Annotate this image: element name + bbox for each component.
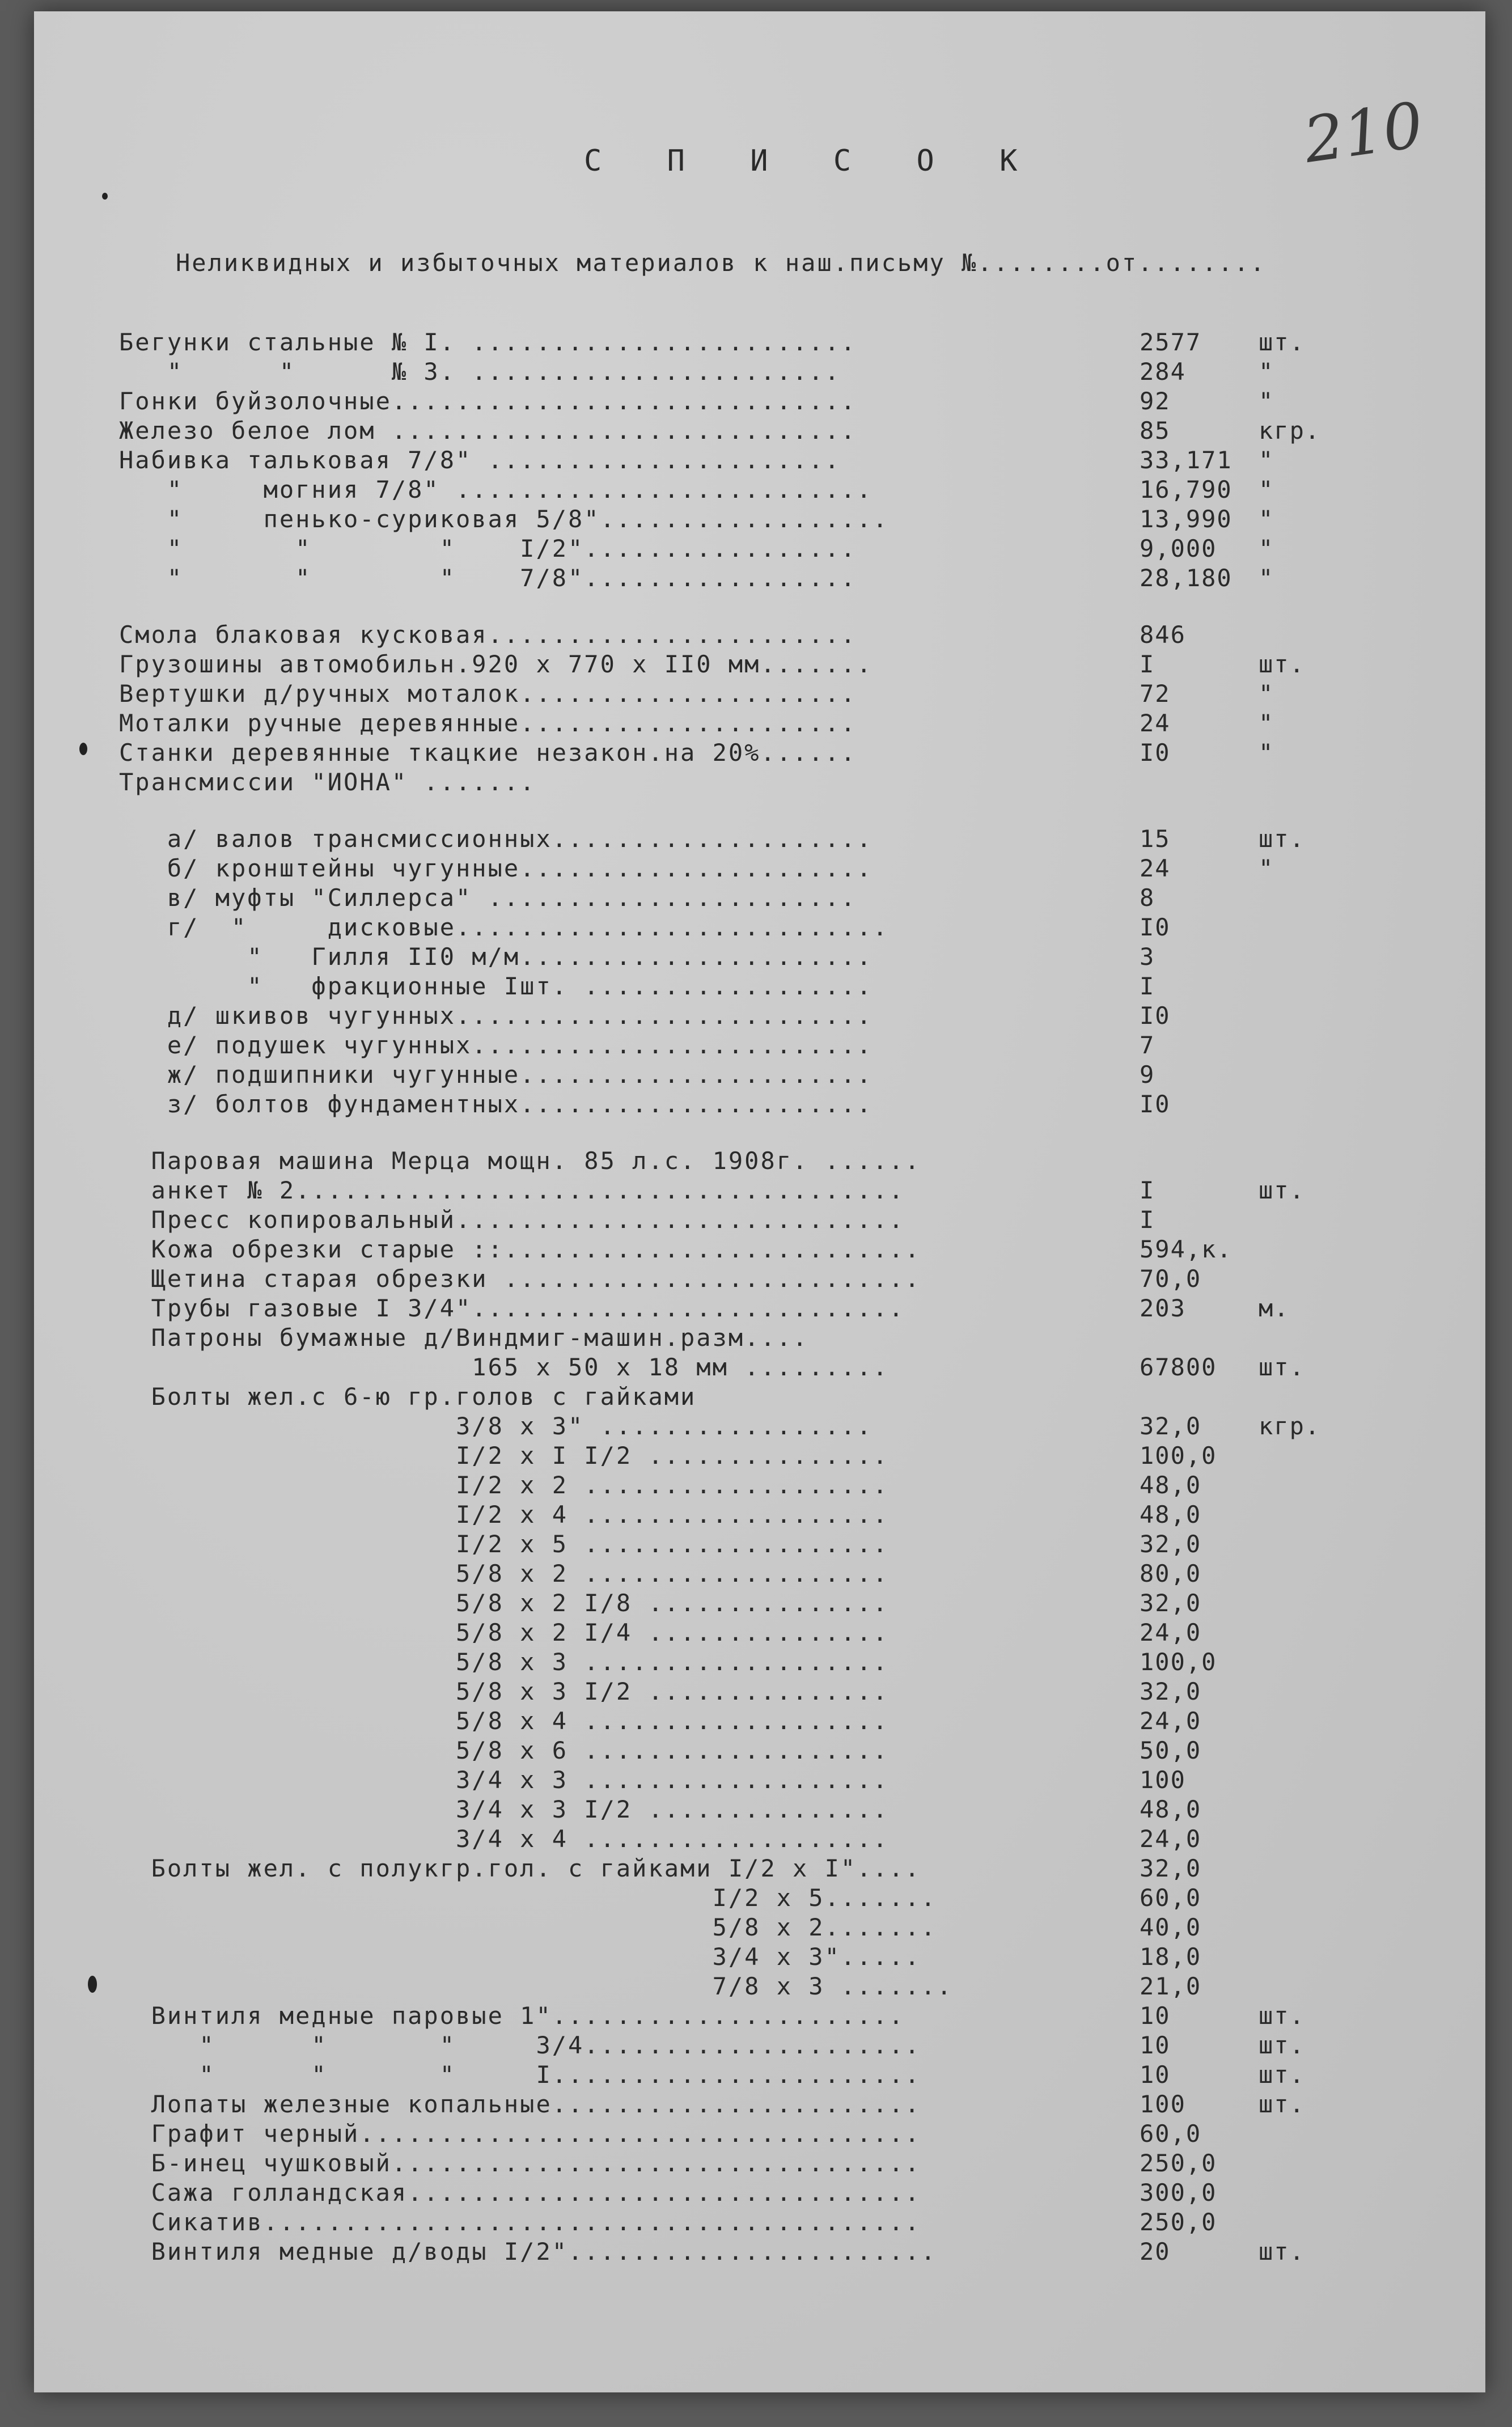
item-quantity: 48,0 [1140,1471,1202,1499]
item-description: 5/8 х 3 ................... [119,1648,889,1676]
item-quantity: I [1140,1176,1155,1204]
item-quantity: 9 [1140,1061,1155,1088]
item-description: 5/8 х 3 I/2 ............... [119,1678,889,1705]
item-quantity: 60,0 [1140,1884,1202,1912]
item-quantity: I0 [1140,1002,1171,1030]
item-description: г/ " дисковые........................... [119,913,889,941]
item-unit: шт. [1259,2090,1305,2118]
item-description: " могния 7/8" .......................... [119,476,873,503]
item-description: в/ муфты "Силлерса" ....................... [119,884,857,912]
item-unit: " [1259,387,1274,415]
item-quantity: 594,к. [1140,1235,1233,1263]
item-description: 5/8 х 2 I/8 ............... [119,1589,889,1617]
item-description: " " " I/2"................. [119,535,857,562]
item-quantity: 32,0 [1140,1678,1202,1705]
item-quantity: I [1140,650,1155,678]
item-description: Железо белое лом ............................. [119,417,857,444]
document-title: С П И С О К [584,144,1041,178]
item-quantity: 67800 [1140,1353,1217,1381]
item-description: 7/8 х 3 ....... [119,1972,953,2000]
document-subtitle: Неликвидных и избыточных материалов к наш.письму №........от........ [176,249,1267,277]
item-unit: " [1259,358,1274,386]
item-description: Трансмиссии "ИОНА" ....... [119,768,536,796]
item-quantity: 48,0 [1140,1501,1202,1528]
item-description: Гонки буйзолочные............................. [119,387,857,415]
item-quantity: 10 [1140,2002,1171,2030]
item-description: Щетина старая обрезки .......................... [119,1265,921,1293]
item-quantity: 80,0 [1140,1560,1202,1587]
item-unit: шт. [1259,2061,1305,2089]
item-unit: шт. [1259,2002,1305,2030]
item-description: 3/4 х 4 ................... [119,1825,889,1853]
document-sheet [34,11,1485,2392]
item-quantity: 100,0 [1140,1442,1217,1469]
item-description: I/2 х 5 ................... [119,1530,889,1558]
item-description: 5/8 х 2....... [119,1913,937,1941]
item-quantity: 33,171 [1140,446,1233,474]
ink-mark [88,1976,97,1993]
item-quantity: 20 [1140,2238,1171,2265]
item-description: Бегунки стальные № I. ........................ [119,328,857,356]
item-unit: " [1259,564,1274,592]
item-description: " " № 3. ....................... [119,358,841,386]
item-unit: м. [1259,1294,1290,1322]
item-description: Кожа обрезки старые ::.......................... [119,1235,921,1263]
item-quantity: 13,990 [1140,505,1233,533]
item-description: д/ шкивов чугунных.......................... [119,1002,873,1030]
item-description: Трубы газовые I 3/4"........................... [119,1294,905,1322]
item-description: анкет № 2...................................... [119,1176,905,1204]
item-description: Б-инец чушковый................................. [119,2149,921,2177]
item-quantity: 846 [1140,621,1186,649]
item-quantity: 284 [1140,358,1186,386]
item-description: " фракционные Iшт. .................. [119,972,873,1000]
item-description: Сикатив......................................... [119,2208,921,2236]
item-description: Лопаты железные копальные....................... [119,2090,921,2118]
item-description: 3/4 х 3"..... [119,1943,921,1971]
item-description: I/2 х 4 ................... [119,1501,889,1528]
item-description: I/2 х 2 ................... [119,1471,889,1499]
item-quantity: 24,0 [1140,1707,1202,1735]
item-unit: кгр. [1259,1412,1321,1440]
item-unit: " [1259,476,1274,503]
item-description: " пенько-суриковая 5/8".................. [119,505,889,533]
item-quantity: 15 [1140,825,1171,853]
item-quantity: 16,790 [1140,476,1233,503]
item-description: е/ подушек чугунных......................... [119,1031,873,1059]
item-quantity: I0 [1140,1090,1171,1118]
item-description: I/2 х 5....... [119,1884,937,1912]
item-quantity: 24,0 [1140,1825,1202,1853]
item-quantity: 40,0 [1140,1913,1202,1941]
item-quantity: 28,180 [1140,564,1233,592]
item-description: Винтиля медные паровые 1"...................... [119,2002,905,2030]
item-description: ж/ подшипники чугунные...................... [119,1061,873,1088]
item-quantity: 10 [1140,2061,1171,2089]
item-description: Сажа голландская................................ [119,2179,921,2206]
item-unit: шт. [1259,825,1305,853]
item-description: Смола блаковая кусковая....................... [119,621,857,649]
item-description: Патроны бумажные д/Виндмиг-машин.разм.... [119,1324,809,1352]
item-quantity: 85 [1140,417,1171,444]
item-description: Моталки ручные деревянные..................... [119,709,857,737]
item-unit: шт. [1259,2031,1305,2059]
item-unit: " [1259,446,1274,474]
item-description: I/2 х I I/2 ............... [119,1442,889,1469]
item-quantity: 100,0 [1140,1648,1217,1676]
item-quantity: I0 [1140,739,1171,766]
item-quantity: 72 [1140,680,1171,708]
item-quantity: 60,0 [1140,2120,1202,2148]
item-quantity: 100 [1140,2090,1186,2118]
item-description: Болты жел. с полукгр.гол. с гайками I/2 х I".... [119,1854,921,1882]
item-quantity: 32,0 [1140,1530,1202,1558]
item-description: Болты жел.с 6-ю гр.голов с гайками [119,1383,697,1411]
ink-mark [102,193,108,200]
item-description: 3/8 х 3" ................. [119,1412,873,1440]
item-quantity: 203 [1140,1294,1186,1322]
item-quantity: 7 [1140,1031,1155,1059]
item-description: Винтиля медные д/воды I/2"....................... [119,2238,937,2265]
item-quantity: 3 [1140,943,1155,971]
item-description: 3/4 х 3 ................... [119,1766,889,1794]
item-quantity: 21,0 [1140,1972,1202,2000]
item-quantity: 32,0 [1140,1854,1202,1882]
item-description: 5/8 х 2 I/4 ............... [119,1619,889,1646]
item-unit: шт. [1259,1353,1305,1381]
item-description: Набивка тальковая 7/8" ...................... [119,446,841,474]
item-quantity: 250,0 [1140,2208,1217,2236]
item-quantity: 18,0 [1140,1943,1202,1971]
item-description: Грузошины автомобильн.920 х 770 х II0 мм....... [119,650,873,678]
item-quantity: I [1140,1206,1155,1234]
item-quantity: 70,0 [1140,1265,1202,1293]
item-quantity: 24 [1140,709,1171,737]
item-description: Станки деревянные ткацкие незакон.на 20%...... [119,739,857,766]
item-description: 165 х 50 х 18 мм ......... [119,1353,889,1381]
item-quantity: 300,0 [1140,2179,1217,2206]
item-unit: шт. [1259,2238,1305,2265]
item-description: 5/8 х 4 ................... [119,1707,889,1735]
item-quantity: 50,0 [1140,1736,1202,1764]
item-quantity: 10 [1140,2031,1171,2059]
item-quantity: 48,0 [1140,1795,1202,1823]
item-description: " " " 3/4..................... [119,2031,921,2059]
item-description: Паровая машина Мерца мощн. 85 л.с. 1908г. ...... [119,1147,921,1175]
item-description: 3/4 х 3 I/2 ............... [119,1795,889,1823]
item-description: " Гилля II0 м/м...................... [119,943,873,971]
handwritten-page-number: 210 [1299,88,1428,177]
item-quantity: I [1140,972,1155,1000]
item-unit: шт. [1259,328,1305,356]
item-quantity: 2577 [1140,328,1202,356]
item-description: Пресс копировальный............................ [119,1206,905,1234]
item-unit: шт. [1259,650,1305,678]
item-description: Графит черный................................... [119,2120,921,2148]
item-unit: " [1259,680,1274,708]
item-unit: шт. [1259,1176,1305,1204]
item-quantity: 9,000 [1140,535,1217,562]
item-description: а/ валов трансмиссионных.................... [119,825,873,853]
item-unit: кгр. [1259,417,1321,444]
item-quantity: 250,0 [1140,2149,1217,2177]
item-quantity: 24,0 [1140,1619,1202,1646]
item-description: Вертушки д/ручных моталок..................... [119,680,857,708]
item-unit: " [1259,535,1274,562]
item-unit: " [1259,709,1274,737]
item-quantity: 24 [1140,854,1171,882]
item-description: " " " 7/8"................. [119,564,857,592]
item-quantity: 8 [1140,884,1155,912]
item-quantity: 100 [1140,1766,1186,1794]
item-description: " " " I....................... [119,2061,921,2089]
item-description: б/ кронштейны чугунные...................... [119,854,873,882]
item-quantity: I0 [1140,913,1171,941]
item-quantity: 92 [1140,387,1171,415]
item-unit: " [1259,505,1274,533]
item-unit: " [1259,854,1274,882]
item-quantity: 32,0 [1140,1589,1202,1617]
item-quantity: 32,0 [1140,1412,1202,1440]
item-description: 5/8 х 6 ................... [119,1736,889,1764]
item-description: з/ болтов фундаментных...................... [119,1090,873,1118]
item-unit: " [1259,739,1274,766]
item-description: 5/8 х 2 ................... [119,1560,889,1587]
ink-mark [79,743,87,755]
